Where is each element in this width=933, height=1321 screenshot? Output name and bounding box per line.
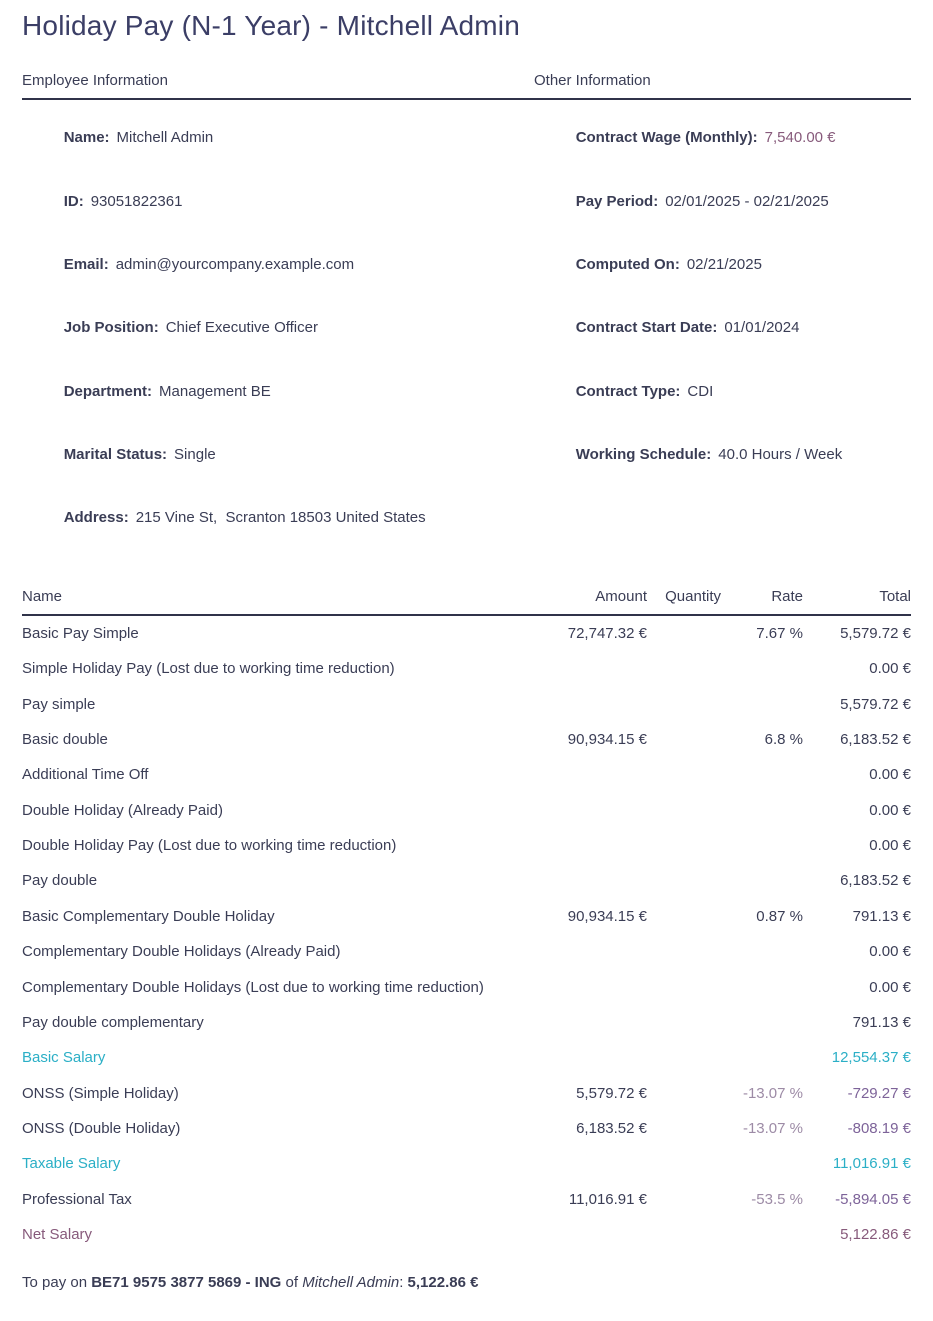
payment-note-part: Mitchell Admin	[302, 1274, 400, 1292]
line-quantity	[647, 969, 721, 1004]
page-title: Holiday Pay (N-1 Year) - Mitchell Admin	[22, 10, 520, 41]
payment-note-part: :	[399, 1274, 408, 1292]
line-quantity	[647, 793, 721, 828]
employee-info-field	[22, 360, 534, 423]
salary-line-row	[22, 686, 911, 721]
line-total: 5,122.86 €	[840, 1226, 911, 1244]
line-total: 0.00 €	[869, 660, 911, 678]
line-total: 0.00 €	[869, 943, 911, 961]
employee-info-heading: Employee Information	[22, 72, 168, 89]
info-field-value: 93051822361	[90, 192, 183, 210]
line-amount: 72,747.32 €	[567, 624, 647, 642]
salary-line-row	[22, 1005, 911, 1040]
line-total: 0.00 €	[869, 837, 911, 855]
salary-line-row	[22, 1182, 911, 1217]
info-field-value: admin@yourcompany.example.com	[115, 255, 355, 273]
info-field-label: Email:	[63, 255, 109, 273]
salary-line-row	[22, 899, 911, 934]
info-field-label: Name:	[63, 129, 110, 147]
payment-note-part: BE71 9575 3877 5869 - ING	[91, 1274, 282, 1292]
info-field-value: 02/01/2025 - 02/21/2025	[665, 192, 829, 210]
payment-note-part: 5,122.86 €	[407, 1274, 479, 1292]
line-rate: -13.07 %	[742, 1120, 803, 1138]
salary-line-row	[22, 615, 911, 651]
salary-line-row	[22, 1217, 911, 1252]
line-name: Taxable Salary	[22, 1155, 121, 1173]
info-field-label: Contract Type:	[575, 382, 681, 400]
line-rate: 6.8 %	[764, 730, 803, 748]
line-name: Complementary Double Holidays (Lost due to working time reduction)	[22, 978, 484, 996]
other-info-field	[534, 296, 911, 359]
line-amount: 90,934.15 €	[567, 730, 647, 748]
line-rate	[721, 969, 803, 1004]
salary-line-row	[22, 1040, 911, 1075]
salary-line-row	[22, 651, 911, 686]
line-amount	[529, 863, 647, 898]
info-section-headings	[22, 72, 911, 100]
line-rate	[721, 757, 803, 792]
info-field-value: Single	[174, 446, 216, 464]
column-header-name: Name	[22, 588, 529, 615]
line-amount	[529, 969, 647, 1004]
line-rate	[721, 1146, 803, 1181]
column-header-total: Total	[803, 588, 911, 615]
line-rate	[721, 1040, 803, 1075]
salary-line-row	[22, 757, 911, 792]
line-amount	[529, 1217, 647, 1252]
info-field-label: Contract Wage (Monthly):	[575, 129, 758, 147]
employee-info-field	[22, 486, 534, 549]
line-amount	[529, 1005, 647, 1040]
line-quantity	[647, 1182, 721, 1217]
line-name: Pay double complementary	[22, 1013, 204, 1031]
salary-line-row	[22, 1111, 911, 1146]
info-field-value: Chief Executive Officer	[165, 319, 318, 337]
salary-line-row	[22, 934, 911, 969]
employee-info-fields	[22, 106, 534, 550]
line-name: Complementary Double Holidays (Already Paid)	[22, 943, 341, 961]
column-header-quantity: Quantity	[647, 588, 721, 615]
line-amount	[529, 1146, 647, 1181]
info-field-value: CDI	[687, 382, 714, 400]
line-total: -5,894.05 €	[835, 1190, 911, 1208]
line-rate	[721, 686, 803, 721]
line-total: 791.13 €	[852, 907, 911, 925]
line-name: ONSS (Simple Holiday)	[22, 1084, 179, 1102]
line-amount	[529, 793, 647, 828]
line-total: 12,554.37 €	[831, 1049, 911, 1067]
info-field-label: Marital Status:	[63, 446, 168, 464]
employee-info-field	[22, 169, 534, 232]
info-field-label: ID:	[63, 192, 84, 210]
info-field-label: Computed On:	[575, 255, 680, 273]
salary-lines-table	[22, 588, 911, 1253]
line-total: 0.00 €	[869, 766, 911, 784]
line-name: Net Salary	[22, 1226, 93, 1244]
line-quantity	[647, 1146, 721, 1181]
info-field-label: Address:	[63, 509, 129, 527]
salary-line-row	[22, 1146, 911, 1181]
line-name: Basic Complementary Double Holiday	[22, 907, 275, 925]
employee-info-field	[22, 233, 534, 296]
line-name: Additional Time Off	[22, 766, 149, 784]
line-amount: 5,579.72 €	[576, 1084, 647, 1102]
line-quantity	[647, 615, 721, 651]
line-name: Double Holiday (Already Paid)	[22, 801, 223, 819]
salary-line-row	[22, 969, 911, 1004]
line-rate	[721, 651, 803, 686]
info-field-value: 40.0 Hours / Week	[718, 446, 843, 464]
line-total: 6,183.52 €	[840, 730, 911, 748]
employee-info-field	[22, 423, 534, 486]
line-amount	[529, 757, 647, 792]
line-rate: 0.87 %	[756, 907, 803, 925]
salary-table-body	[22, 615, 911, 1253]
line-name: Basic Salary	[22, 1049, 106, 1067]
info-field-label: Department:	[63, 382, 153, 400]
other-info-field	[534, 233, 911, 296]
line-total: 6,183.52 €	[840, 872, 911, 890]
line-quantity	[647, 757, 721, 792]
line-name: ONSS (Double Holiday)	[22, 1120, 181, 1138]
line-quantity	[647, 1217, 721, 1252]
line-quantity	[647, 1076, 721, 1111]
other-info-field	[534, 169, 911, 232]
line-rate: 7.67 %	[756, 624, 803, 642]
line-quantity	[647, 722, 721, 757]
payment-note-part: of	[281, 1274, 303, 1292]
line-rate	[721, 828, 803, 863]
line-total: 0.00 €	[869, 978, 911, 996]
line-total: 5,579.72 €	[840, 624, 911, 642]
salary-line-row	[22, 1076, 911, 1111]
salary-table-header	[22, 588, 911, 615]
line-quantity	[647, 651, 721, 686]
info-field-label: Pay Period:	[575, 192, 659, 210]
line-quantity	[647, 828, 721, 863]
line-amount: 6,183.52 €	[576, 1120, 647, 1138]
employee-info-field	[22, 296, 534, 359]
line-rate	[721, 793, 803, 828]
salary-line-row	[22, 793, 911, 828]
employee-info-field	[22, 106, 534, 169]
info-field-label: Contract Start Date:	[575, 319, 718, 337]
salary-line-row	[22, 828, 911, 863]
line-amount	[529, 934, 647, 969]
line-total: -729.27 €	[847, 1084, 911, 1102]
line-rate	[721, 1005, 803, 1040]
line-rate: -13.07 %	[742, 1084, 803, 1102]
line-name: Pay double	[22, 872, 98, 890]
line-amount	[529, 828, 647, 863]
line-quantity	[647, 1040, 721, 1075]
line-name: Professional Tax	[22, 1190, 132, 1208]
line-amount	[529, 651, 647, 686]
other-info-heading: Other Information	[534, 72, 651, 89]
info-field-label: Working Schedule:	[575, 446, 712, 464]
info-field-value: 215 Vine St, Scranton 18503 United States	[135, 509, 426, 527]
payment-note	[22, 1274, 911, 1291]
other-info-field	[534, 106, 911, 169]
line-name: Simple Holiday Pay (Lost due to working time reduction)	[22, 660, 395, 678]
payment-note-part: To pay on	[22, 1274, 92, 1292]
other-info-fields	[534, 106, 911, 550]
line-name: Double Holiday Pay (Lost due to working time reduction)	[22, 837, 397, 855]
salary-line-row	[22, 722, 911, 757]
line-quantity	[647, 934, 721, 969]
line-amount: 11,016.91 €	[568, 1190, 647, 1208]
line-amount	[529, 1040, 647, 1075]
salary-line-row	[22, 863, 911, 898]
info-field-value: 02/21/2025	[686, 255, 762, 273]
info-field-value: Management BE	[159, 382, 271, 400]
line-name: Basic double	[22, 730, 108, 748]
other-info-field	[534, 423, 911, 486]
line-quantity	[647, 1111, 721, 1146]
line-total: -808.19 €	[847, 1120, 911, 1138]
line-name: Basic Pay Simple	[22, 624, 139, 642]
line-quantity	[647, 899, 721, 934]
column-header-amount: Amount	[529, 588, 647, 615]
line-rate	[721, 1217, 803, 1252]
line-total: 791.13 €	[852, 1013, 911, 1031]
line-quantity	[647, 686, 721, 721]
other-info-field	[534, 360, 911, 423]
line-total: 0.00 €	[869, 801, 911, 819]
line-amount: 90,934.15 €	[567, 907, 647, 925]
info-columns	[22, 100, 911, 550]
line-amount	[529, 686, 647, 721]
info-field-value: 01/01/2024	[724, 319, 800, 337]
line-rate	[721, 863, 803, 898]
line-rate: -53.5 %	[751, 1190, 803, 1208]
line-quantity	[647, 863, 721, 898]
info-field-label: Job Position:	[63, 319, 159, 337]
line-quantity	[647, 1005, 721, 1040]
line-rate	[721, 934, 803, 969]
info-field-value: 7,540.00 €	[764, 129, 836, 147]
info-field-value: Mitchell Admin	[116, 129, 214, 147]
line-total: 11,016.91 €	[832, 1155, 911, 1173]
column-header-rate: Rate	[721, 588, 803, 615]
line-total: 5,579.72 €	[840, 695, 911, 713]
line-name: Pay simple	[22, 695, 96, 713]
